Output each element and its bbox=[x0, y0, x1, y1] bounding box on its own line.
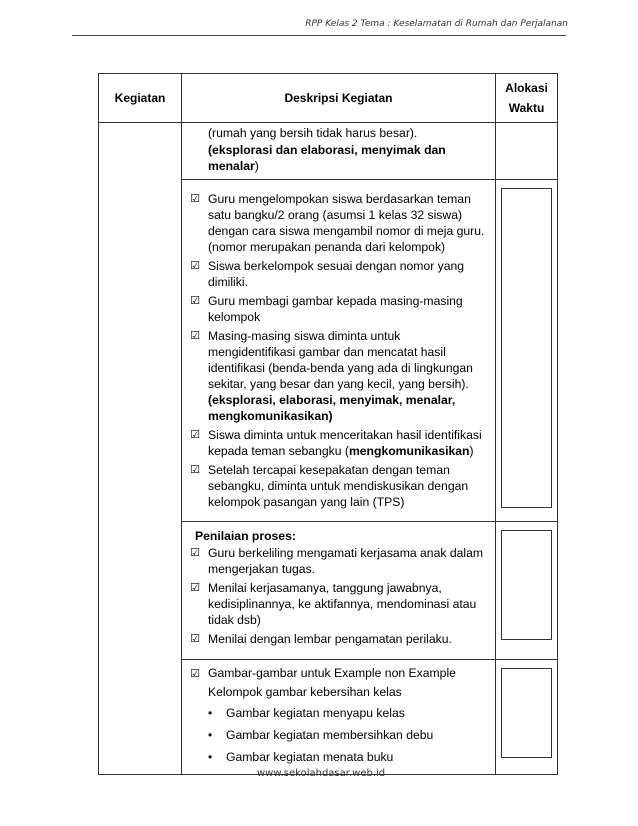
block2-description bbox=[182, 179, 496, 521]
table-row bbox=[99, 123, 558, 180]
checkbox-icon: ☑ bbox=[190, 666, 200, 680]
block1-line3-end: ) bbox=[254, 159, 259, 173]
bullet-icon: • bbox=[208, 749, 213, 764]
block1-description bbox=[182, 123, 496, 180]
table-header-row bbox=[99, 74, 558, 123]
header-alokasi-line1: Alokasi bbox=[505, 81, 548, 95]
block1-alokasi bbox=[496, 123, 558, 180]
block3-description bbox=[182, 521, 496, 659]
alokasi-inner-box bbox=[501, 530, 552, 640]
block1-line1: (rumah yang bersih tidak harus besar). bbox=[208, 126, 418, 140]
list-item-text: Guru membagi gambar kepada masing-masing kelompok bbox=[208, 293, 463, 324]
bullet-text: Gambar kegiatan membersihkan debu bbox=[226, 727, 434, 742]
checkbox-icon: ☑ bbox=[190, 631, 200, 645]
bullet-text: Gambar kegiatan menata buku bbox=[226, 749, 394, 764]
alokasi-inner-box bbox=[501, 188, 552, 508]
bullet-item bbox=[182, 749, 495, 766]
header-kegiatan: Kegiatan bbox=[99, 74, 182, 123]
bullet-icon: • bbox=[208, 705, 213, 720]
checkbox-icon: ☑ bbox=[190, 191, 200, 205]
checkbox-icon: ☑ bbox=[190, 427, 200, 441]
kegiatan-cell bbox=[99, 123, 182, 775]
checkbox-icon: ☑ bbox=[190, 580, 200, 594]
list-item-text: Setelah tercapai kesepakatan dengan teman sebangku, diminta untuk mendiskusikan dengan kelompok pasangan yang lain (TPS) bbox=[208, 462, 469, 509]
list-item-bold: mengkomunikasikan bbox=[348, 443, 470, 458]
list-item bbox=[182, 191, 495, 255]
list-item bbox=[182, 293, 495, 325]
list-item bbox=[182, 545, 495, 577]
list-item-text: Guru mengelompokan siswa berdasarkan teman satu bangku/2 orang (asumsi 1 kelas 32 siswa) dengan cara siswa mengambil nomor di meja guru. (nomor merupakan penanda dari kelompok) bbox=[208, 191, 485, 254]
list-item-text: Siswa berkelompok sesuai dengan nomor yang dimiliki. bbox=[208, 258, 465, 289]
list-item-text: Menilai dengan lembar pengamatan perilaku. bbox=[208, 631, 452, 646]
list-item-text: Masing-masing siswa diminta untuk mengidentifikasi gambar dan mencatat hasil identifikasi (benda-benda yang ada di lingkungan sekitar, yang besar dan yang kecil, yang bersih). bbox=[208, 328, 473, 391]
list-item-content bbox=[208, 427, 495, 459]
list-item-text: Guru berkeliling mengamati kerjasama anak dalam mengerjakan tugas. bbox=[208, 545, 484, 576]
bullet-icon: • bbox=[208, 727, 213, 742]
alokasi-inner-box bbox=[501, 668, 552, 758]
list-item bbox=[182, 631, 495, 647]
block1-line3: menalar bbox=[208, 159, 255, 173]
checkbox-icon: ☑ bbox=[190, 293, 200, 307]
list-item bbox=[182, 258, 495, 290]
checkbox-icon: ☑ bbox=[190, 258, 200, 272]
group-subtitle: Kelompok gambar kebersihan kelas bbox=[208, 684, 402, 699]
penilaian-title: Penilaian proses: bbox=[195, 528, 296, 543]
block2-alokasi bbox=[496, 179, 558, 521]
list-item-end: ) bbox=[469, 443, 474, 458]
page-header: RPP Kelas 2 Tema : Keselamatan di Rumah dan Perjalanan bbox=[305, 19, 568, 29]
list-item-text: Gambar-gambar untuk Example non Example bbox=[208, 665, 456, 680]
list-item-content bbox=[208, 328, 495, 424]
block1-line2: (eksplorasi dan elaborasi, menyimak dan bbox=[208, 142, 446, 157]
block4-description bbox=[182, 659, 496, 774]
list-item bbox=[182, 328, 495, 424]
header-rule bbox=[72, 35, 566, 36]
block4-alokasi bbox=[496, 659, 558, 774]
header-deskripsi: Deskripsi Kegiatan bbox=[182, 74, 496, 123]
list-item-bold: (eksplorasi, elaborasi, menyimak, menalar, mengkomunikasikan) bbox=[208, 392, 456, 423]
header-alokasi-line2: Waktu bbox=[508, 101, 545, 115]
checkbox-icon: ☑ bbox=[190, 328, 200, 342]
list-item bbox=[182, 580, 495, 628]
list-item bbox=[182, 427, 495, 459]
list-item bbox=[182, 462, 495, 510]
header-alokasi-waktu bbox=[496, 74, 558, 123]
bullet-item bbox=[182, 727, 495, 744]
checkbox-icon: ☑ bbox=[190, 462, 200, 476]
activity-table bbox=[98, 73, 558, 775]
page-footer: www.sekolahdasar.web.id bbox=[257, 768, 386, 779]
list-item bbox=[182, 665, 495, 682]
block3-alokasi bbox=[496, 521, 558, 659]
list-item-text: Menilai kerjasamanya, tanggung jawabnya, kedisiplinannya, ke aktifannya, mendominasi atau tidak dsb) bbox=[208, 580, 477, 627]
bullet-item bbox=[182, 705, 495, 722]
bullet-text: Gambar kegiatan menyapu kelas bbox=[226, 705, 405, 720]
checkbox-icon: ☑ bbox=[190, 545, 200, 559]
list-item-text: Siswa diminta untuk menceritakan hasil identifikasi kepada teman sebangku ( bbox=[208, 427, 482, 458]
